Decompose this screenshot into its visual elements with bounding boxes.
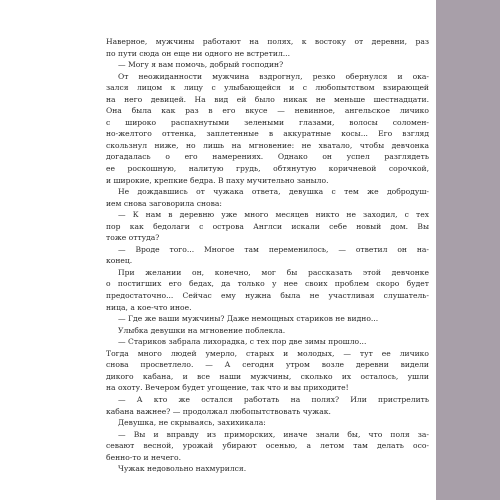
text-line: предостаточно... Сейчас ему нужна была не участливая слушатель- bbox=[106, 291, 429, 301]
text-line: и широкие, крепкие бедра. В паху мучительно заныло. bbox=[106, 175, 329, 185]
text-line: ее роскошную, налитую грудь, обтянутую коричневой сорочкой, bbox=[106, 164, 429, 174]
text-line: Тогда много людей умерло, старых и молодых, — тут ее личико bbox=[106, 348, 429, 358]
page-edge-shadow bbox=[436, 0, 500, 500]
text-line: тоже оттуда? bbox=[106, 233, 160, 243]
text-line: Улыбка девушки на мгновение поблекла. bbox=[118, 325, 286, 335]
text-line: ием снова заговорила снова: bbox=[106, 198, 222, 208]
text-line: Наверное, мужчины работают на полях, к востоку от деревни, раз bbox=[106, 37, 429, 46]
text-line: — Вроде того... Многое там переменилось, — ответил он на- bbox=[118, 244, 429, 254]
text-line: Она была как раз в его вкусе — невинное, ангельское личико bbox=[106, 106, 429, 116]
page-text bbox=[106, 36, 429, 475]
text-line: о постигших его бедах, да только у нее своих проблем скоро будет bbox=[106, 279, 429, 289]
text-line: скользнул ниже, но лишь на мгновение: не хватало, чтобы девчонка bbox=[106, 140, 429, 150]
text-line: ница, а кое-что иное. bbox=[106, 302, 192, 312]
text-line: — Вы и вправду из приморских, иначе знали бы, что поля за- bbox=[118, 429, 429, 439]
text-line: При желании он, конечно, мог бы рассказать этой девчонке bbox=[118, 267, 429, 277]
text-line: на охоту. Вечером будет угощение, так что и вы приходите! bbox=[106, 383, 349, 393]
text-line: зался лицом к лицу с улыбающейся и с любопытством взирающей bbox=[106, 83, 429, 93]
text-line: севают весной, урожай убирают осенью, а летом там делать осо- bbox=[106, 441, 429, 451]
text-line: пор как бедолаги с острова Англси искали себе новый дом. Вы bbox=[106, 221, 429, 231]
text-line: От неожиданности мужчина вздрогнул, резко обернулся и ока- bbox=[118, 71, 429, 81]
text-line: Не дождавшись от чужака ответа, девушка с тем же добродуш- bbox=[118, 187, 429, 197]
text-line: снова просветлело. — А сегодня утром возле деревни видели bbox=[106, 360, 429, 370]
text-line: — Стариков забрала лихорадка, с тех пор две зимы прошло... bbox=[118, 337, 367, 347]
text-line: — Могу я вам помочь, добрый господин? bbox=[118, 60, 284, 70]
text-line: дикого кабана, и все наши мужчины, сколько их осталось, ушли bbox=[106, 371, 429, 381]
text-line: с широко распахнутыми зелеными глазами, волосы соломен- bbox=[106, 117, 429, 127]
text-line: — Где же ваши мужчины? Даже немощных стариков не видно... bbox=[118, 314, 379, 324]
text-line: но-желтого оттенка, заплетенные в аккуратные косы... Его взгляд bbox=[106, 129, 429, 139]
text-line: кабана важнее? — продолжал любопытствовать чужак. bbox=[106, 406, 331, 416]
text-line: конец. bbox=[106, 256, 133, 266]
text-line: — К нам в деревню уже много месяцев никто не заходил, с тех bbox=[118, 210, 429, 220]
text-line: бенно-то и нечего. bbox=[106, 452, 182, 462]
text-line: на него девицей. На вид ей было никак не меньше шестнадцати. bbox=[106, 94, 429, 104]
text-line: Чужак недовольно нахмурился. bbox=[118, 464, 247, 474]
text-line: Девушка, не скрываясь, захихикала: bbox=[118, 418, 266, 428]
text-line: — А кто же остался работать на полях? Или пристрелить bbox=[118, 394, 429, 404]
text-line: по пути сюда он еще ни одного не встретил... bbox=[106, 48, 291, 58]
text-line: догадалась о его намерениях. Однако он успел разглядеть bbox=[106, 152, 429, 162]
